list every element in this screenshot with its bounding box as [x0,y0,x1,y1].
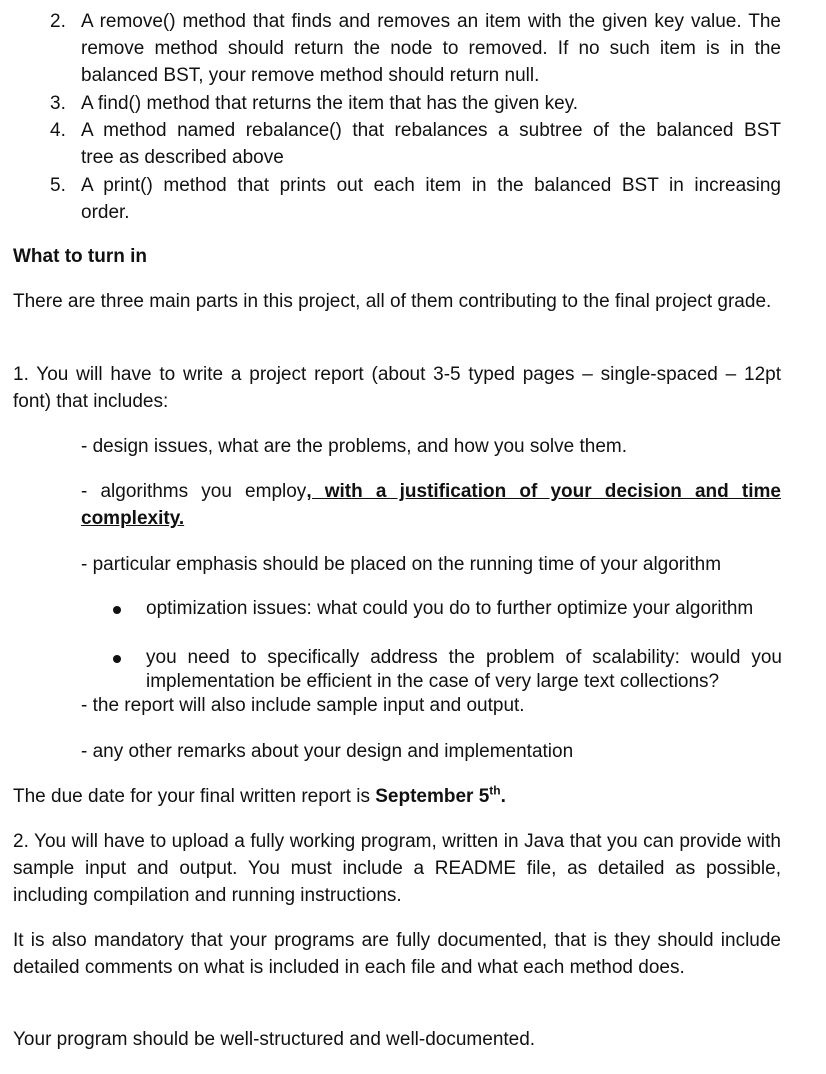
running-time-text: - particular emphasis should be placed on the running time of your algorithm [81,554,722,575]
list-item-text: A method named rebalance() that rebalances a subtree of the balanced BST [81,120,781,141]
closing-sentence: Your program should be well-structured and well-documented. [13,1029,536,1050]
list-number: 2. [50,11,66,32]
bullet-scalability: you need to specifically address the problem of scalability: would you implementation be efficient in the case of very large text collections? [146,647,782,692]
list-item-text: tree as described above [81,147,284,168]
list-number: 5. [50,175,66,196]
list-item-find [81,90,781,117]
documentation-paragraph: It is also mandatory that your programs are fully documented, that is they should include detailed comments on what is included in each file and what each method does. [13,930,781,978]
list-item-remove [81,8,781,89]
list-item-text: order. [81,202,130,223]
list-number: 3. [50,93,66,114]
sample-io-text: - the report will also include sample input and output. [81,695,525,716]
due-date-line [13,783,803,810]
list-item-print [81,172,781,226]
section-heading: What to turn in [13,246,148,267]
part1-intro: 1. You will have to write a project report (about 3-5 typed pages – single-spaced – 12pt font) that includes: [13,364,781,412]
intro-paragraph: There are three main parts in this project, all of them contributing to the final project grade. [13,291,772,312]
bullet-optimization: optimization issues: what could you do to further optimize your algorithm [146,598,754,619]
remarks-text: - any other remarks about your design and implementation [81,741,574,762]
list-number: 4. [50,120,66,141]
list-item-text: A find() method that returns the item that has the given key. [81,93,579,114]
algorithms-emphasis: , with a justification of your decision and time complexity. [81,481,781,529]
due-date-suffix: th [489,783,501,798]
part2-paragraph: 2. You will have to upload a fully working program, written in Java that you can provide with sample input and output. You must include a README file, as detailed as possible, including compilation and running instructions. [13,831,781,906]
algorithms-text [81,478,781,532]
due-date-value: September 5 [375,786,490,807]
algorithms-prefix: - algorithms you employ [81,481,307,502]
list-item-text: A remove() method that finds and removes an item with the given key value. The remove method should return the node to removed. If no such item is in [81,11,781,59]
list-item-text: the balanced BST, your remove method should return null. [81,38,781,86]
list-item-text: A print() method that prints out each item in the balanced BST in increasing [81,175,781,196]
design-issues-text: - design issues, what are the problems, and how you solve them. [81,436,628,457]
bullet-icon [113,606,121,614]
bullet-icon [113,655,121,663]
list-item-rebalance [81,117,781,171]
due-date-end: . [500,786,506,807]
due-date-prefix: The due date for your final written report is [13,786,376,807]
